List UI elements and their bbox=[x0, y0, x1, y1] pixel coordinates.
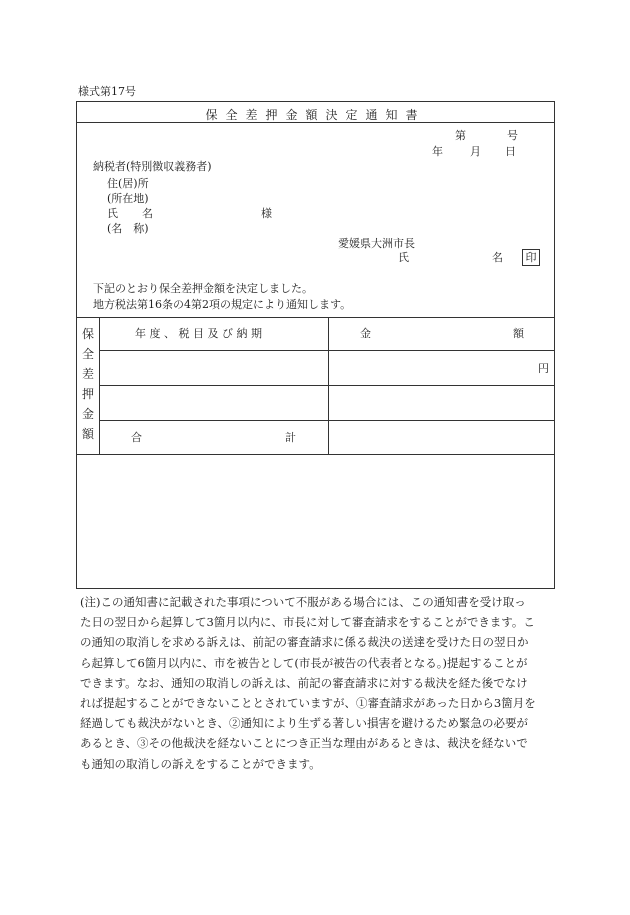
table-column-divider bbox=[328, 317, 329, 454]
note-line: あるとき、③その他裁決を経ないことにつき正当な理由があるときは、裁決を経ないで bbox=[80, 736, 528, 751]
yen-unit: 円 bbox=[538, 362, 549, 375]
honorific-label: 様 bbox=[261, 207, 272, 220]
col-amount-header-right: 額 bbox=[513, 327, 524, 340]
total-label-left: 合 bbox=[131, 431, 142, 444]
number-suffix: 号 bbox=[507, 129, 518, 142]
total-label-right: 計 bbox=[285, 431, 296, 444]
note-line: 経過しても裁決がないとき、②通知により生ずる著しい損害を避けるため緊急の必要が bbox=[80, 716, 529, 731]
location-label: (所在地) bbox=[107, 192, 149, 205]
table-bottom-rule bbox=[77, 454, 554, 455]
issuer-name-shi: 氏 bbox=[398, 251, 409, 264]
table-side-label bbox=[80, 324, 96, 444]
note-line: も通知の取消しの訴えをすることができます。 bbox=[80, 756, 321, 771]
table-header-rule bbox=[99, 350, 554, 351]
side-char: 保 bbox=[81, 327, 94, 341]
date-day: 日 bbox=[505, 145, 516, 158]
form-number: 様式第17号 bbox=[78, 85, 136, 98]
note-line: (注)この通知書に記載された事項について不服がある場合には、この通知書を受け取っ bbox=[80, 595, 526, 609]
title-row bbox=[77, 102, 554, 123]
side-char: 額 bbox=[81, 427, 94, 441]
taxpayer-label: 納税者(特別徴収義務者) bbox=[93, 160, 212, 173]
date-month: 月 bbox=[470, 145, 481, 158]
side-char: 全 bbox=[81, 347, 94, 361]
date-year: 年 bbox=[432, 145, 443, 158]
col-amount-header-left: 金 bbox=[360, 327, 371, 340]
table-side-divider bbox=[99, 317, 100, 454]
table-row2-rule bbox=[99, 420, 554, 421]
side-char: 差 bbox=[81, 367, 94, 381]
side-char: 金 bbox=[81, 407, 94, 421]
issuer-title: 愛媛県大洲市長 bbox=[338, 237, 415, 250]
table-row1-rule bbox=[99, 385, 554, 386]
col-year-tax-header: 年 度 、 税 目 及 び 納 期 bbox=[135, 327, 262, 340]
address-label: 住(居)所 bbox=[107, 177, 149, 190]
body-line-2: 地方税法第16条の4第2項の規定により通知します。 bbox=[93, 298, 352, 311]
note-line: た日の翌日から起算して3箇月以内に、市長に対して審査請求をすることができます。こ bbox=[80, 615, 535, 630]
body-line-1: 下記のとおり保全差押金額を決定しました。 bbox=[93, 282, 313, 295]
org-name-label: (名 称) bbox=[107, 222, 149, 235]
note-line: ら起算して6箇月以内に、市を被告として(市長が被告の代表者となる。)提起することが bbox=[80, 655, 528, 670]
note-line: できます。なお、通知の取消しの訴えは、前記の審査請求に対する裁決を経た後でなけ bbox=[80, 675, 528, 690]
name-mei-label: 名 bbox=[142, 207, 153, 220]
notice-frame bbox=[76, 101, 555, 589]
note-line: れば提起することができないこととされていますが、①審査請求があった日から3箇月を bbox=[80, 696, 536, 711]
name-shi-label: 氏 bbox=[107, 207, 118, 220]
legal-note bbox=[80, 592, 554, 774]
issuer-name-mei: 名 bbox=[492, 251, 503, 264]
seal-mark: 印 bbox=[522, 249, 540, 266]
number-prefix: 第 bbox=[455, 129, 466, 142]
side-char: 押 bbox=[81, 387, 94, 401]
note-line: の通知の取消しを求める訴えは、前記の審査請求に係る裁決の送達を受けた日の翌日か bbox=[80, 635, 529, 650]
document-title: 保全差押金額決定通知書 bbox=[205, 108, 426, 122]
table-top-rule bbox=[77, 317, 554, 318]
